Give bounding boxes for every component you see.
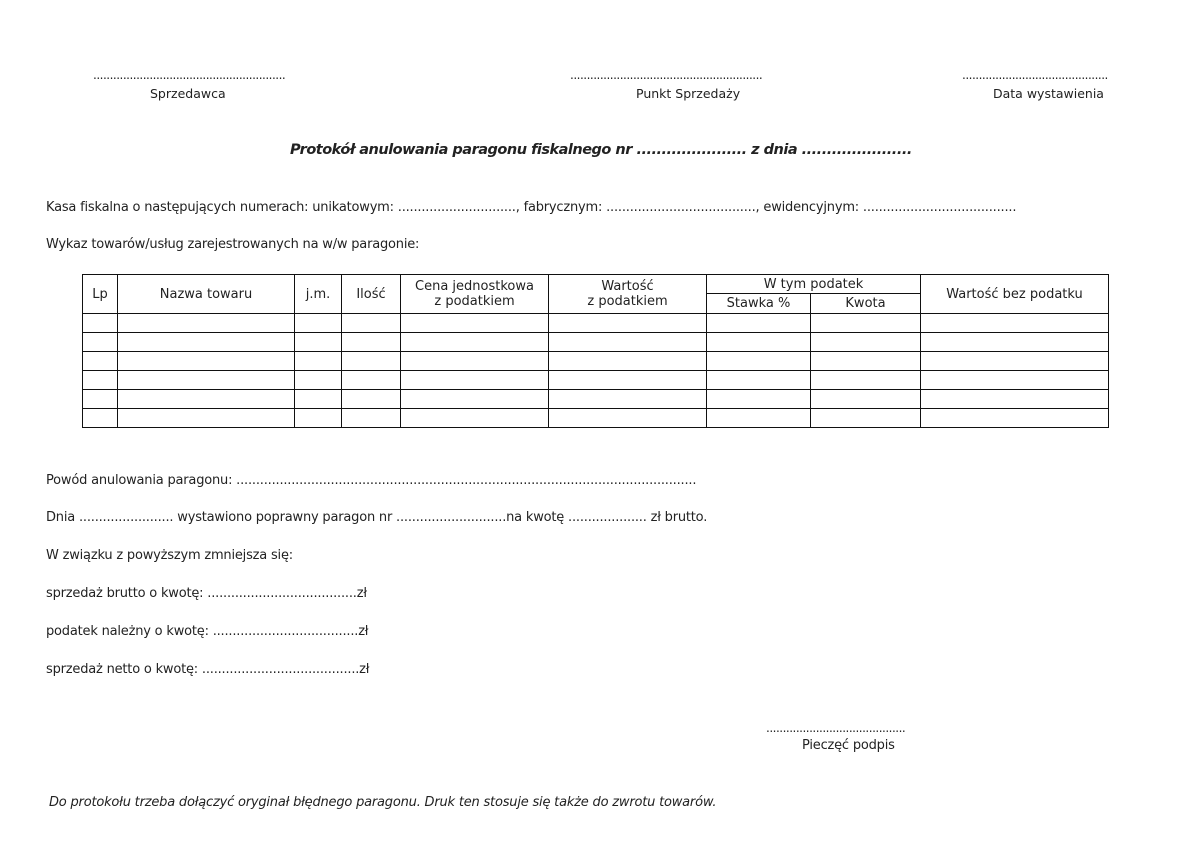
table-cell [921, 390, 1109, 409]
items-table [82, 274, 1109, 428]
header-net-value: Wartość bez podatku [921, 275, 1109, 314]
reissue-receipt-line: Dnia ........................ wystawiono poprawny paragon nr ............................na kwotę .................... zł brutto. [46, 510, 708, 525]
gross-sales-line: sprzedaż brutto o kwotę: ......................................zł [46, 586, 367, 601]
table-cell [707, 352, 811, 371]
issue-date-dotted-line: ............................................ [962, 68, 1108, 82]
table-cell [549, 409, 707, 428]
table-cell [295, 352, 342, 371]
table-cell [342, 371, 401, 390]
table-cell [83, 409, 118, 428]
table-cell [295, 409, 342, 428]
table-cell [342, 390, 401, 409]
sale-point-dotted-line: .......................................................... [570, 68, 763, 82]
table-cell [549, 314, 707, 333]
table-cell [401, 352, 549, 371]
header-item-name: Nazwa towaru [118, 275, 295, 314]
cancellation-reason-line: Powód anulowania paragonu: ..................................................................................................................... [46, 473, 697, 488]
document-title: Protokół anulowania paragonu fiskalnego nr ...................... z dnia ...................... [290, 142, 912, 158]
table-cell [295, 333, 342, 352]
table-cell [118, 390, 295, 409]
table-cell [707, 390, 811, 409]
table-row [83, 371, 1109, 390]
header-unit-price-line2: z podatkiem [434, 294, 515, 309]
stamp-signature-label: Pieczęć podpis [802, 738, 895, 753]
header-value-line1: Wartość [601, 279, 654, 294]
table-cell [549, 333, 707, 352]
tax-due-line: podatek należny o kwotę: .....................................zł [46, 624, 369, 639]
table-row [83, 409, 1109, 428]
table-cell [401, 409, 549, 428]
table-cell [921, 371, 1109, 390]
table-cell [811, 352, 921, 371]
table-cell [549, 371, 707, 390]
table-row [83, 314, 1109, 333]
footnote: Do protokołu trzeba dołączyć oryginał błędnego paragonu. Druk ten stosuje się także do zwrotu towarów. [49, 795, 717, 810]
table-cell [811, 390, 921, 409]
header-lp: Lp [83, 275, 118, 314]
sale-point-label: Punkt Sprzedaży [636, 86, 741, 101]
table-cell [83, 390, 118, 409]
table-cell [811, 409, 921, 428]
table-cell [549, 352, 707, 371]
table-cell [342, 352, 401, 371]
header-unit-price [401, 275, 549, 314]
table-cell [707, 314, 811, 333]
table-cell [342, 409, 401, 428]
table-cell [401, 314, 549, 333]
table-cell [342, 314, 401, 333]
table-row [83, 352, 1109, 371]
reduction-intro-text: W związku z powyższym zmniejsza się: [46, 548, 293, 563]
table-cell [549, 390, 707, 409]
table-cell [707, 371, 811, 390]
table-cell [342, 333, 401, 352]
table-cell [811, 333, 921, 352]
table-cell [401, 333, 549, 352]
table-cell [921, 333, 1109, 352]
net-sales-line: sprzedaż netto o kwotę: ........................................zł [46, 662, 370, 677]
header-value-line2: z podatkiem [587, 294, 668, 309]
table-cell [83, 352, 118, 371]
header-tax-rate: Stawka % [707, 294, 811, 314]
items-intro-text: Wykaz towarów/usług zarejestrowanych na w/w paragonie: [46, 237, 420, 252]
table-cell [118, 314, 295, 333]
table-cell [83, 371, 118, 390]
seller-label: Sprzedawca [150, 86, 226, 101]
header-tax-amount: Kwota [811, 294, 921, 314]
table-cell [401, 390, 549, 409]
table-cell [707, 333, 811, 352]
table-cell [921, 314, 1109, 333]
table-cell [295, 390, 342, 409]
table-row [83, 333, 1109, 352]
table-cell [811, 314, 921, 333]
seller-dotted-line: .......................................................... [93, 68, 286, 82]
table-cell [295, 371, 342, 390]
table-cell [921, 352, 1109, 371]
table-cell [707, 409, 811, 428]
table-cell [83, 314, 118, 333]
table-cell [118, 333, 295, 352]
issue-date-label: Data wystawienia [993, 86, 1104, 101]
table-cell [811, 371, 921, 390]
header-unit: j.m. [295, 275, 342, 314]
header-unit-price-line1: Cena jednostkowa [415, 279, 534, 294]
table-cell [921, 409, 1109, 428]
table-row [83, 390, 1109, 409]
header-tax-group: W tym podatek [707, 275, 921, 294]
table-cell [118, 371, 295, 390]
stamp-dotted-line: .......................................... [766, 721, 906, 735]
table-cell [401, 371, 549, 390]
header-value [549, 275, 707, 314]
table-cell [118, 409, 295, 428]
table-cell [295, 314, 342, 333]
table-cell [83, 333, 118, 352]
table-cell [118, 352, 295, 371]
cash-register-numbers-line: Kasa fiskalna o następujących numerach: unikatowym: .............................., fabrycznym: ......................................, ewidencyjnym: ....................................... [46, 200, 1017, 215]
header-quantity: Ilość [342, 275, 401, 314]
